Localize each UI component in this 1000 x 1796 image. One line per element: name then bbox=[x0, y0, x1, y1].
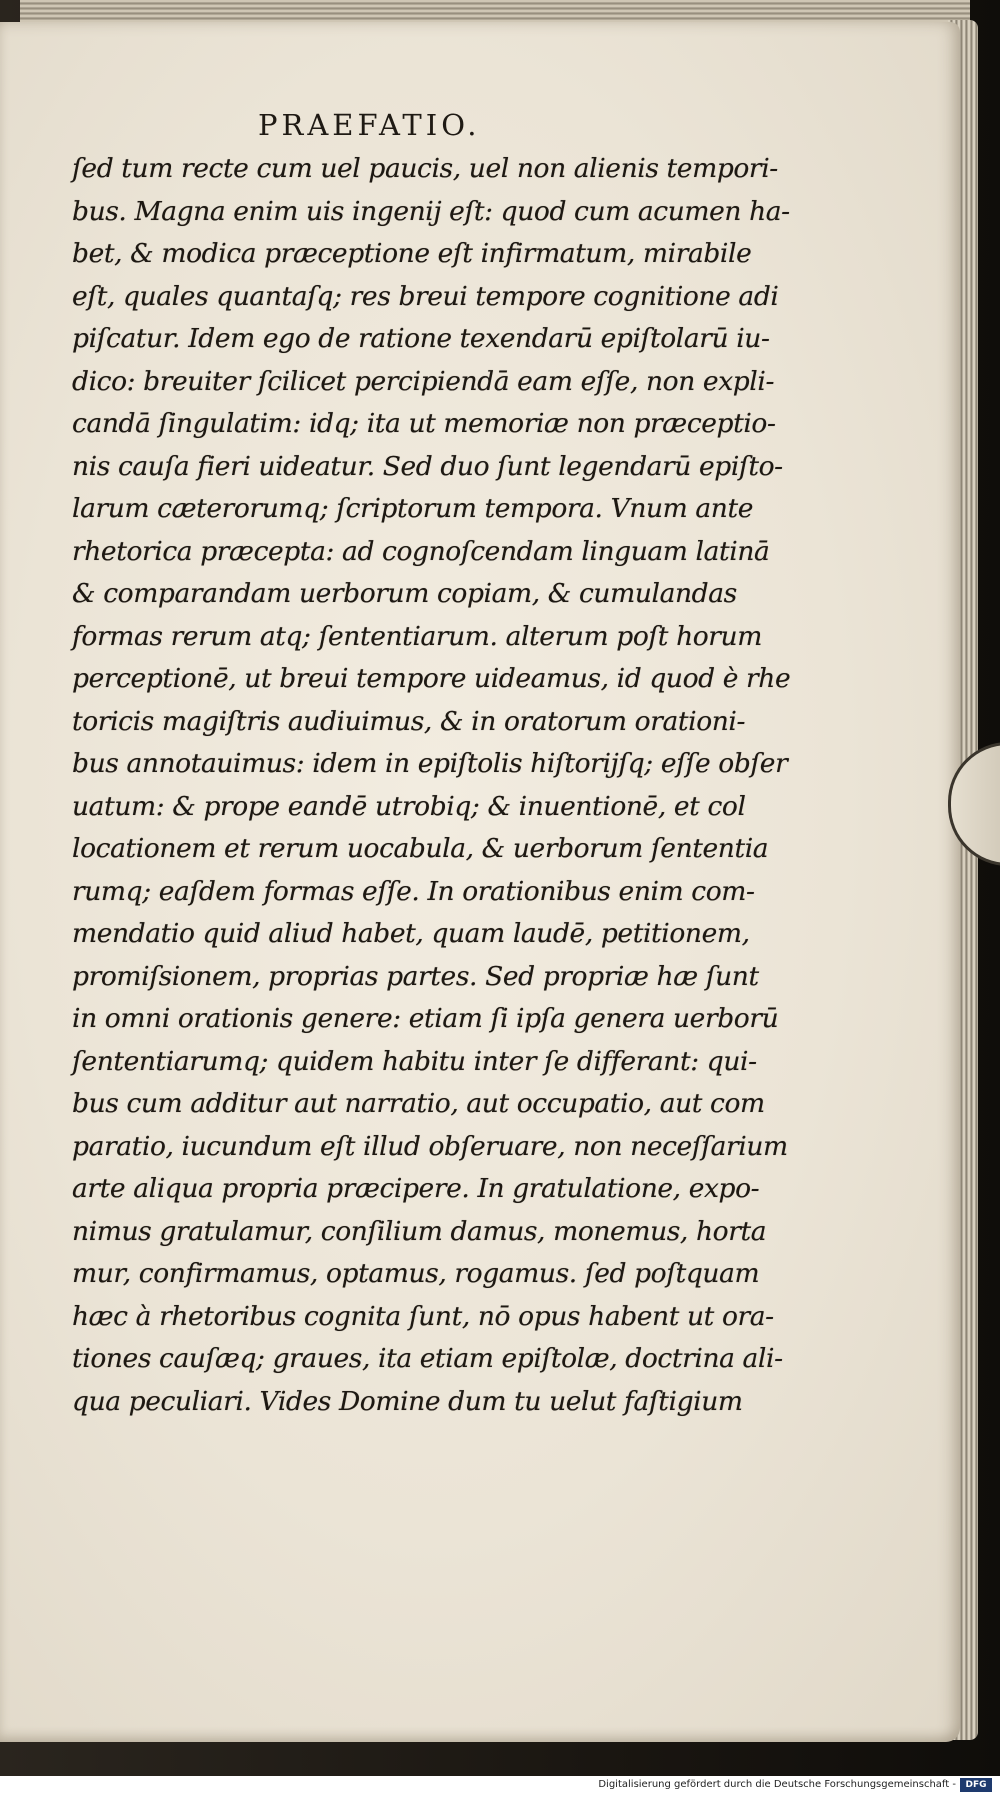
text-line: bus. Magna enim uis ingenij eſt: quod cum acumen ha- bbox=[72, 195, 790, 227]
text-line: bus cum additur aut narratio, aut occupatio, aut com bbox=[72, 1088, 765, 1119]
text-line: piſcatur. Idem ego de ratione texendarū epiſtolarū iu- bbox=[72, 323, 770, 354]
text-line: arte aliqua propria præcipere. In gratulatione, expo- bbox=[72, 1173, 760, 1204]
text-line: & comparandam uerborum copiam, & cumulandas bbox=[72, 578, 737, 609]
text-line: eſt, quales quantaſq; res breui tempore cognitione adi bbox=[72, 280, 779, 312]
text-line: ſententiarumq; quidem habitu inter ſe differant: qui- bbox=[72, 1045, 757, 1077]
text-line: rumq; eaſdem formas eſſe. In orationibus enim com- bbox=[72, 875, 755, 907]
text-line: toricis magiſtris audiuimus, & in oratorum orationi- bbox=[72, 705, 746, 737]
text-line: hæc à rhetoribus cognita ſunt, nō opus habent ut ora- bbox=[72, 1300, 774, 1332]
text-line: candā ſingulatim: idq; ita ut memoriæ non præceptio- bbox=[72, 408, 776, 439]
text-line: dico: breuiter ſcilicet percipiendā eam eſſe, non expli- bbox=[72, 365, 775, 397]
text-line: promiſsionem, proprias partes. Sed propriæ hæ ſunt bbox=[72, 960, 759, 992]
footer-credit: Digitalisierung gefördert durch die Deutsche Forschungsgemeinschaft - bbox=[598, 1779, 956, 1790]
text-line: larum cæterorumq; ſcriptorum tempora. Vnum ante bbox=[72, 493, 754, 524]
text-line: bus annotauimus: idem in epiſtolis hiſtorijſq; eſſe obſer bbox=[72, 748, 788, 779]
body-text bbox=[72, 148, 791, 1423]
text-line: bet, & modica præceptione eſt infirmatum, mirabile bbox=[72, 238, 752, 269]
text-line: locationem et rerum uocabula, & uerborum ſententia bbox=[72, 833, 769, 864]
text-line: qua peculiari. Vides Domine dum tu uelut faſtigium bbox=[72, 1385, 743, 1417]
text-line: nis cauſa fieri uideatur. Sed duo ſunt legendarū epiſto- bbox=[72, 450, 783, 482]
text-line: perceptionē, ut breui tempore uideamus, id quod è rhe bbox=[72, 663, 791, 694]
text-line: ſed tum recte cum uel paucis, uel non alienis tempori- bbox=[72, 153, 778, 184]
text-line: uatum: & prope eandē utrobiq; & inuentionē, et col bbox=[72, 790, 746, 822]
dfg-logo: DFG bbox=[960, 1778, 992, 1792]
text-line: mur, confirmamus, optamus, rogamus. ſed poſtquam bbox=[72, 1258, 760, 1289]
text-line: tiones cauſæq; graues, ita etiam epiſtolæ, doctrina ali- bbox=[72, 1343, 783, 1374]
text-line: in omni orationis genere: etiam ſi ipſa genera uerborū bbox=[72, 1003, 779, 1034]
text-line: mendatio quid aliud habet, quam laudē, petitionem, bbox=[72, 918, 750, 949]
text-line: rhetorica præcepta: ad cognoſcendam linguam latinā bbox=[72, 535, 770, 567]
running-head: PRAEFATIO. bbox=[258, 108, 481, 142]
text-line: nimus gratulamur, conſilium damus, monemus, horta bbox=[72, 1215, 767, 1247]
text-line: formas rerum atq; ſententiarum. alterum poſt horum bbox=[72, 620, 762, 652]
text-line: paratio, iucundum eſt illud obſeruare, non neceſſarium bbox=[72, 1130, 788, 1162]
